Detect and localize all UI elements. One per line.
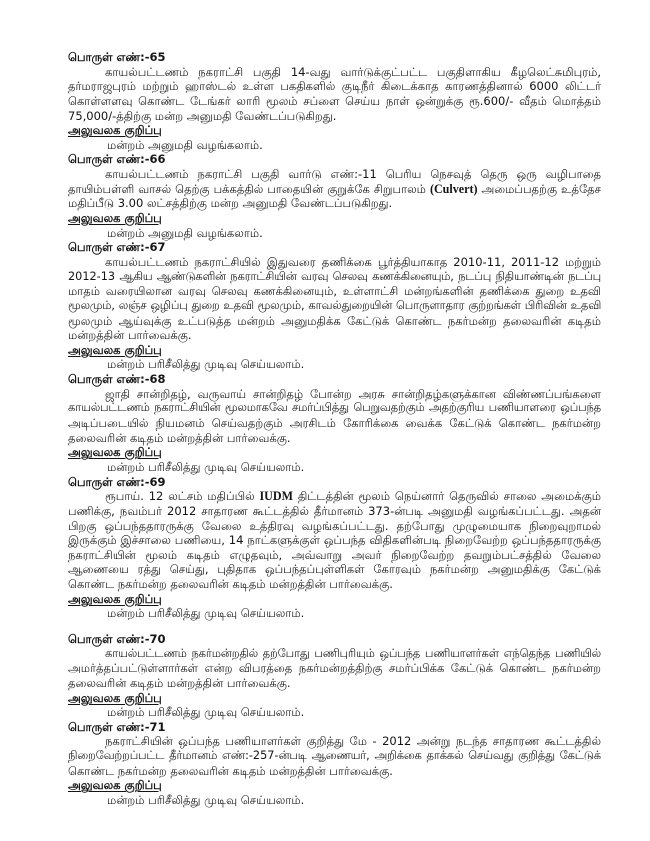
paragraph-line: நகராட்சியின் மூலம் கடிதம் எழுதவும், அவ்வாறு அவர் நிறைவேற்ற தவறும்பட்சத்தில் வேலை (68, 547, 601, 562)
paragraph-line: இருக்கும் இச்சாலை பணியை, 14 நாட்களுக்குள் ஒப்பந்த விதிகளின்படி நிறைவேற்ற ஒப்பந்ததாரருக்கு (68, 533, 601, 548)
agenda-item-71 (68, 720, 601, 808)
line-text: திட்டத்தின் மூலம் நெய்னார் தெருவில் சாலை அமைக்கும் (293, 489, 601, 504)
item-heading: பொருள் எண்:-71 (68, 719, 166, 734)
office-note-text: மன்றம் பரிசீலித்து முடிவு செய்யலாம். (107, 357, 305, 372)
office-note-label-text: அலுவலக குறிப்பு (68, 591, 162, 606)
office-note-label-text: அலுவலக குறிப்பு (68, 445, 162, 460)
office-note-text: மன்றம் பரிசீலித்து முடிவு செய்யலாம். (107, 793, 305, 808)
office-note-label-text: அலுவலக குறிப்பு (68, 342, 162, 357)
agenda-item-65 (68, 50, 601, 152)
office-note-label-text: அலுவலக குறிப்பு (68, 690, 162, 705)
paragraph-line: காயல்பட்டணம் நகராட்சி பகுதி வார்டு எண்:-11 பெரிய நெசவுத் தெரு ஒரு வழிபாதை (105, 167, 601, 182)
paragraph-line: மன்றத்தின் பார்வைக்கு. (68, 328, 192, 343)
paragraph-line (68, 182, 601, 197)
item-heading: பொருள் எண்:-66 (68, 152, 166, 167)
paragraph-line: ஆணையை ரத்து செய்து, புதிதாக ஒப்பந்தப்புள்ளிகள் கோரவும் நகர்மன்ற அனுமதிக்கு கேட்டுக் (68, 562, 601, 577)
office-note-label (68, 445, 601, 460)
paragraph-line (68, 489, 601, 504)
item-heading: பொருள் எண்:-70 (68, 631, 166, 646)
agenda-item-68 (68, 372, 601, 474)
office-note-text: மன்றம் அனுமதி வழங்கலாம். (107, 225, 263, 240)
english-term: (Culvert) (429, 181, 478, 196)
office-note-label-text: அலுவலக குறிப்பு (68, 778, 162, 793)
item-heading: பொருள் எண்:-67 (68, 240, 166, 255)
paragraph-line: மாதம் வரையிலான வரவு செலவு கணக்கினையும், உள்ளாட்சி மன்றங்களின் தணிக்கை துறை உதவி (68, 284, 601, 299)
office-note-label-text: அலுவலக குறிப்பு (68, 123, 162, 138)
office-note-text: மன்றம் பரிசீலித்து முடிவு செய்யலாம். (107, 606, 305, 621)
line-text: அமைப்பதற்கு உத்தேச (477, 181, 601, 196)
office-note-label (68, 691, 601, 706)
item-heading: பொருள் எண்:-68 (68, 372, 166, 387)
paragraph-line: அடிப்படையில் நியமனம் செய்வதற்கும் அரசிடம் கோரிக்கை வைக்க கேட்டுக் கொண்ட நகர்மன்ற (68, 416, 601, 431)
line-text: தாயிம்பள்ளி வாசல் தெற்கு பக்கத்தில் பாதையின் குறுக்கே சிறுபாலம் (68, 181, 430, 196)
english-term: IUDM (259, 489, 293, 504)
paragraph-line: மதிப்பீடு 3.00 லட்சத்திற்கு மன்ற அனுமதி வேண்டப்படுகிறது. (68, 196, 393, 211)
office-note-label (68, 123, 601, 138)
paragraph-line: பணிக்கு, நவம்பர் 2012 சாதாரண கூட்டத்தில் தீர்மானம் 373-ன்படி அனுமதி வழங்கப்பட்டது. அதன் (68, 503, 601, 518)
paragraph-line: காயல்பட்டணம் நகராட்சி பகுதி 14-வது வார்டுக்குட்பட்ட பகுதிளாகிய கீழலெட்சுமிபுரம், (105, 64, 601, 79)
paragraph-line: காயல்பட்டணம் நகராட்சியில் இதுவரை தணிக்கை பூர்த்தியாகாத 2010-11, 2011-12 மற்றும் (105, 254, 601, 269)
office-note-text: மன்றம் அனுமதி வழங்கலாம். (107, 137, 263, 152)
paragraph-line: ஜாதி சான்றிதழ், வருவாய் சான்றிதழ் போன்ற அரசு சான்றிதழ்களுக்கான விண்ணப்பங்களை (105, 386, 601, 401)
office-note-label (68, 592, 601, 607)
agenda-item-67 (68, 240, 601, 372)
agenda-item-66 (68, 152, 601, 240)
paragraph-line: பிறகு ஒப்பந்ததாரருக்கு வேலை உத்திரவு வழங்கப்பட்டது. தற்போது முழுமையாக நிறைவுறாமல் (68, 518, 601, 533)
paragraph-line: கொள்ளளவு கொண்ட டேங்கர் லாரி மூலம் சப்ளை செய்ய நாள் ஒன்றுக்கு ரூ.600/- வீதம் மொத்தம் (68, 93, 601, 108)
office-note-text: மன்றம் பரிசீலித்து முடிவு செய்யலாம். (107, 705, 305, 720)
line-text: ரூபாய். 12 லட்சம் மதிப்பில் (105, 489, 260, 504)
office-note-label-text: அலுவலக குறிப்பு (68, 211, 162, 226)
paragraph-line: கொண்ட நகர்மன்ற தலைவரின் கடிதம் மன்றத்தின் பார்வைக்கு. (68, 577, 393, 592)
item-heading: பொருள் எண்:-69 (68, 474, 166, 489)
paragraph-line: தலைவரின் கடிதம் மன்றத்தின் பார்வைக்கு. (68, 430, 291, 445)
paragraph-line: காயல்பட்டணம் நகர்மன்றதில் தற்போது பணிபுரியும் ஒப்பந்த பணியாளர்கள் எந்தெந்த பணியில் (105, 646, 601, 660)
office-note-label (68, 778, 601, 793)
paragraph-line: நகராட்சியின் ஒப்பந்த பணியாளர்கள் குறித்து மே - 2012 அன்று நடந்த சாதாரண கூட்டத்தில் (105, 734, 601, 749)
paragraph-line: நிறைவேற்றப்பட்ட தீர்மானம் எண்:-257-ன்படி ஆணையர், அறிக்கை தாக்கல் செய்வது குறித்து கேட்டுக் (68, 749, 601, 763)
paragraph-line: மூலமும், லஞ்ச ஒழிப்பு துறை உதவி மூலமும், காவல்துறையின் பொருளாதார குற்றங்கள் பிரிவின் உதவி (68, 298, 601, 312)
paragraph-line: கொண்ட நகர்மன்ற தலைவரின் கடிதம் மன்றத்தின் பார்வைக்கு. (68, 763, 393, 778)
office-note-label (68, 211, 601, 226)
agenda-item-69 (68, 475, 601, 621)
paragraph-line: தலைவரின் கடிதம் மன்றத்தின் பார்வைக்கு. (68, 675, 291, 690)
paragraph-line: அமர்த்தப்பட்டுள்ளார்கள் என்ற விபரத்தை நகர்மன்றத்திற்கு சமர்ப்பிக்க கேட்டுக் கொண்ட நகர்மன்ற (68, 661, 601, 676)
paragraph-line: 2012-13 ஆகிய ஆண்டுகளின் நகராட்சியின் வரவு செலவு கணக்கினையும், நடப்பு நிதியாண்டின் நடப்பு (68, 269, 601, 283)
paragraph-line: 75,000/-த்திற்கு மன்ற அனுமதி வேண்டப்படுகிறது. (68, 108, 337, 123)
office-note-text: மன்றம் பரிசீலித்து முடிவு செய்யலாம். (107, 459, 305, 474)
paragraph-line: மூலமும் ஆய்வுக்கு உட்படுத்த மன்றம் அனுமதிக்க கேட்டுக் கொண்ட நகர்மன்ற தலைவரின் கடிதம் (68, 313, 601, 328)
paragraph-line: தர்மராஜபுரம் மற்றும் ஹாஸ்டல் உள்ள பகதிகளில் குடிநீர் கிடைக்காத காரணத்தினால் 6000 லிட்டர் (68, 79, 601, 94)
paragraph-line: காயல்பட்டணம் நகராட்சியின் மூலமாகவே சமர்ப்பித்து பெறுவதற்கும் அதற்குரிய பணியாளரை ஒப்பந்த (68, 401, 601, 415)
agenda-item-70 (68, 632, 601, 720)
item-heading: பொருள் எண்:-65 (68, 50, 166, 64)
office-note-label (68, 343, 601, 358)
agenda-content (68, 50, 601, 808)
